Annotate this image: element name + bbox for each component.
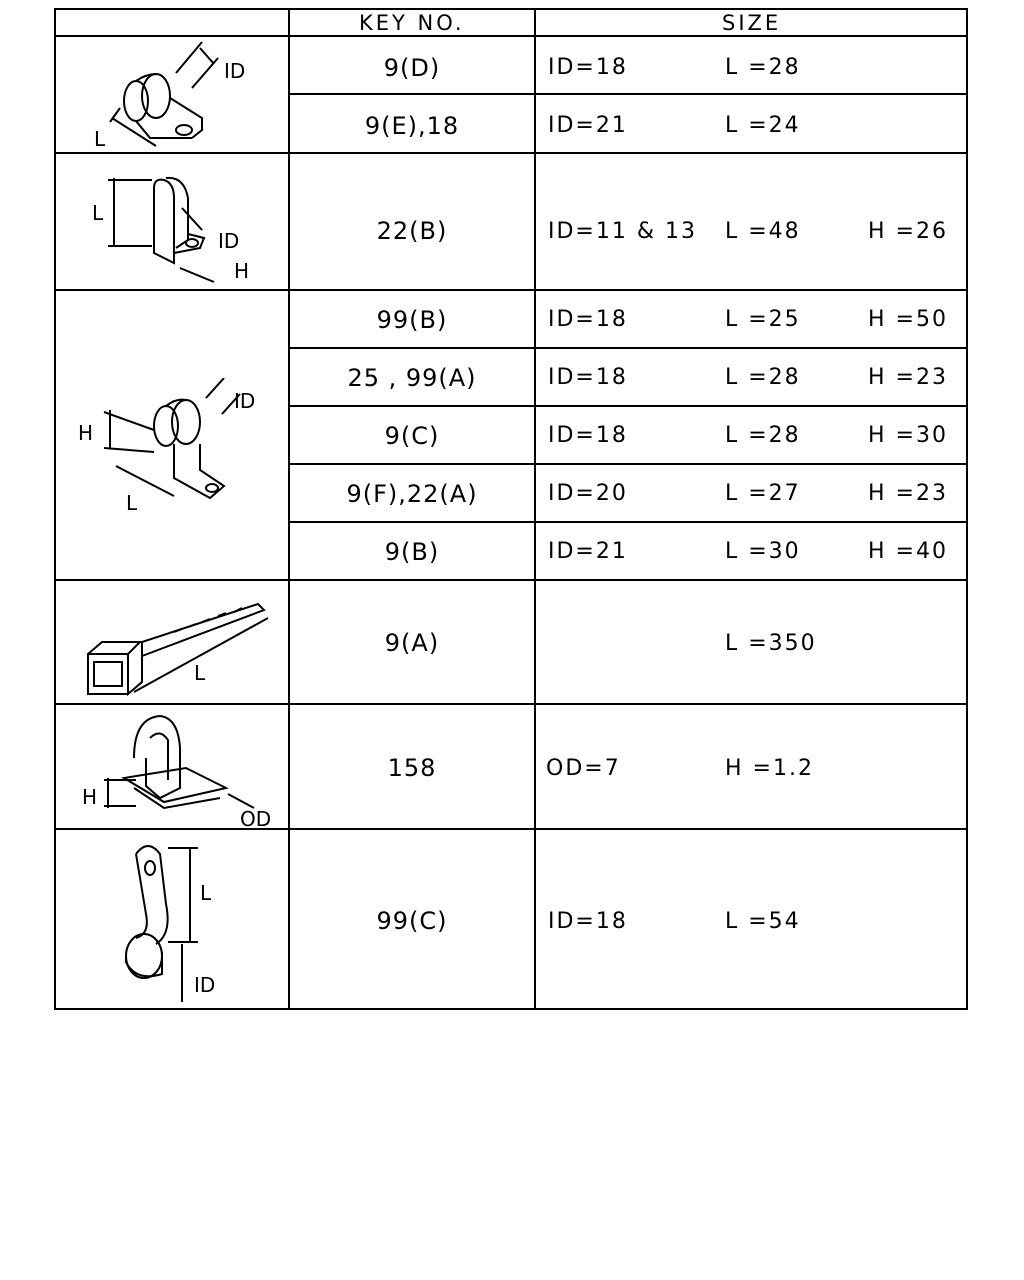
key-cell: 22(B)	[376, 217, 448, 245]
size-id-cell: ID=18	[548, 307, 628, 332]
key-cell: 9(B)	[384, 538, 440, 566]
size-h-cell: H =30	[868, 423, 948, 448]
size-id-cell: ID=11 & 13	[548, 219, 697, 244]
size-l-cell: L =27	[725, 481, 801, 506]
dim-label-l: L	[126, 491, 138, 515]
dim-label-id: ID	[234, 389, 256, 413]
size-h-cell: H =23	[868, 365, 948, 390]
size-id-cell: ID=18	[548, 423, 628, 448]
p-clamp-icon	[106, 834, 266, 1006]
size-l-cell: L =24	[725, 113, 801, 138]
dim-label-id: ID	[194, 973, 216, 997]
dim-label-id: ID	[218, 229, 240, 253]
key-cell: 25 , 99(A)	[347, 364, 477, 392]
dim-label-h: H	[78, 421, 94, 445]
size-l-cell: L =28	[725, 55, 801, 80]
size-l-cell: L =48	[725, 219, 801, 244]
key-cell: 99(C)	[376, 907, 448, 935]
size-l-cell: L =54	[725, 909, 801, 934]
key-cell: 99(B)	[376, 306, 448, 334]
header-key-no: KEY NO.	[359, 11, 465, 35]
key-cell: 9(A)	[384, 629, 440, 657]
size-l-cell: L =25	[725, 307, 801, 332]
cable-tie-icon	[78, 584, 278, 702]
dim-label-l: L	[92, 201, 104, 225]
upright-loop-clip-icon	[84, 158, 264, 288]
size-id-cell: ID=21	[548, 113, 628, 138]
push-mount-clip-icon	[76, 708, 276, 828]
raised-ring-clamp-icon	[74, 378, 274, 518]
parts-table	[54, 8, 968, 1010]
ring-clamp-tab-icon	[84, 38, 264, 153]
dim-label-od: OD	[240, 807, 272, 828]
size-id-cell: ID=18	[548, 909, 628, 934]
dim-label-id: ID	[224, 59, 246, 83]
dim-label-l: L	[200, 881, 212, 905]
size-l-cell: L =28	[725, 365, 801, 390]
size-l-cell: L =30	[725, 539, 801, 564]
size-od-cell: OD=7	[546, 756, 621, 781]
size-h-cell: H =40	[868, 539, 948, 564]
key-cell: 9(F),22(A)	[346, 480, 478, 508]
dim-label-h: H	[234, 259, 250, 283]
size-id-cell: ID=20	[548, 481, 628, 506]
size-h-cell: H =1.2	[725, 756, 814, 781]
header-size: SIZE	[722, 11, 782, 35]
size-id-cell: ID=18	[548, 55, 628, 80]
dim-label-l: L	[94, 127, 106, 151]
key-cell: 9(C)	[384, 422, 440, 450]
size-l-cell: L =28	[725, 423, 801, 448]
size-h-cell: H =50	[868, 307, 948, 332]
dim-label-l: L	[194, 661, 206, 685]
size-l-cell: L =350	[725, 631, 817, 656]
key-cell: 9(E),18	[364, 112, 460, 140]
key-cell: 9(D)	[383, 54, 441, 82]
size-id-cell: ID=21	[548, 539, 628, 564]
size-h-cell: H =23	[868, 481, 948, 506]
size-h-cell: H =26	[868, 219, 948, 244]
size-id-cell: ID=18	[548, 365, 628, 390]
dim-label-h: H	[82, 785, 98, 809]
key-cell: 158	[387, 754, 437, 782]
